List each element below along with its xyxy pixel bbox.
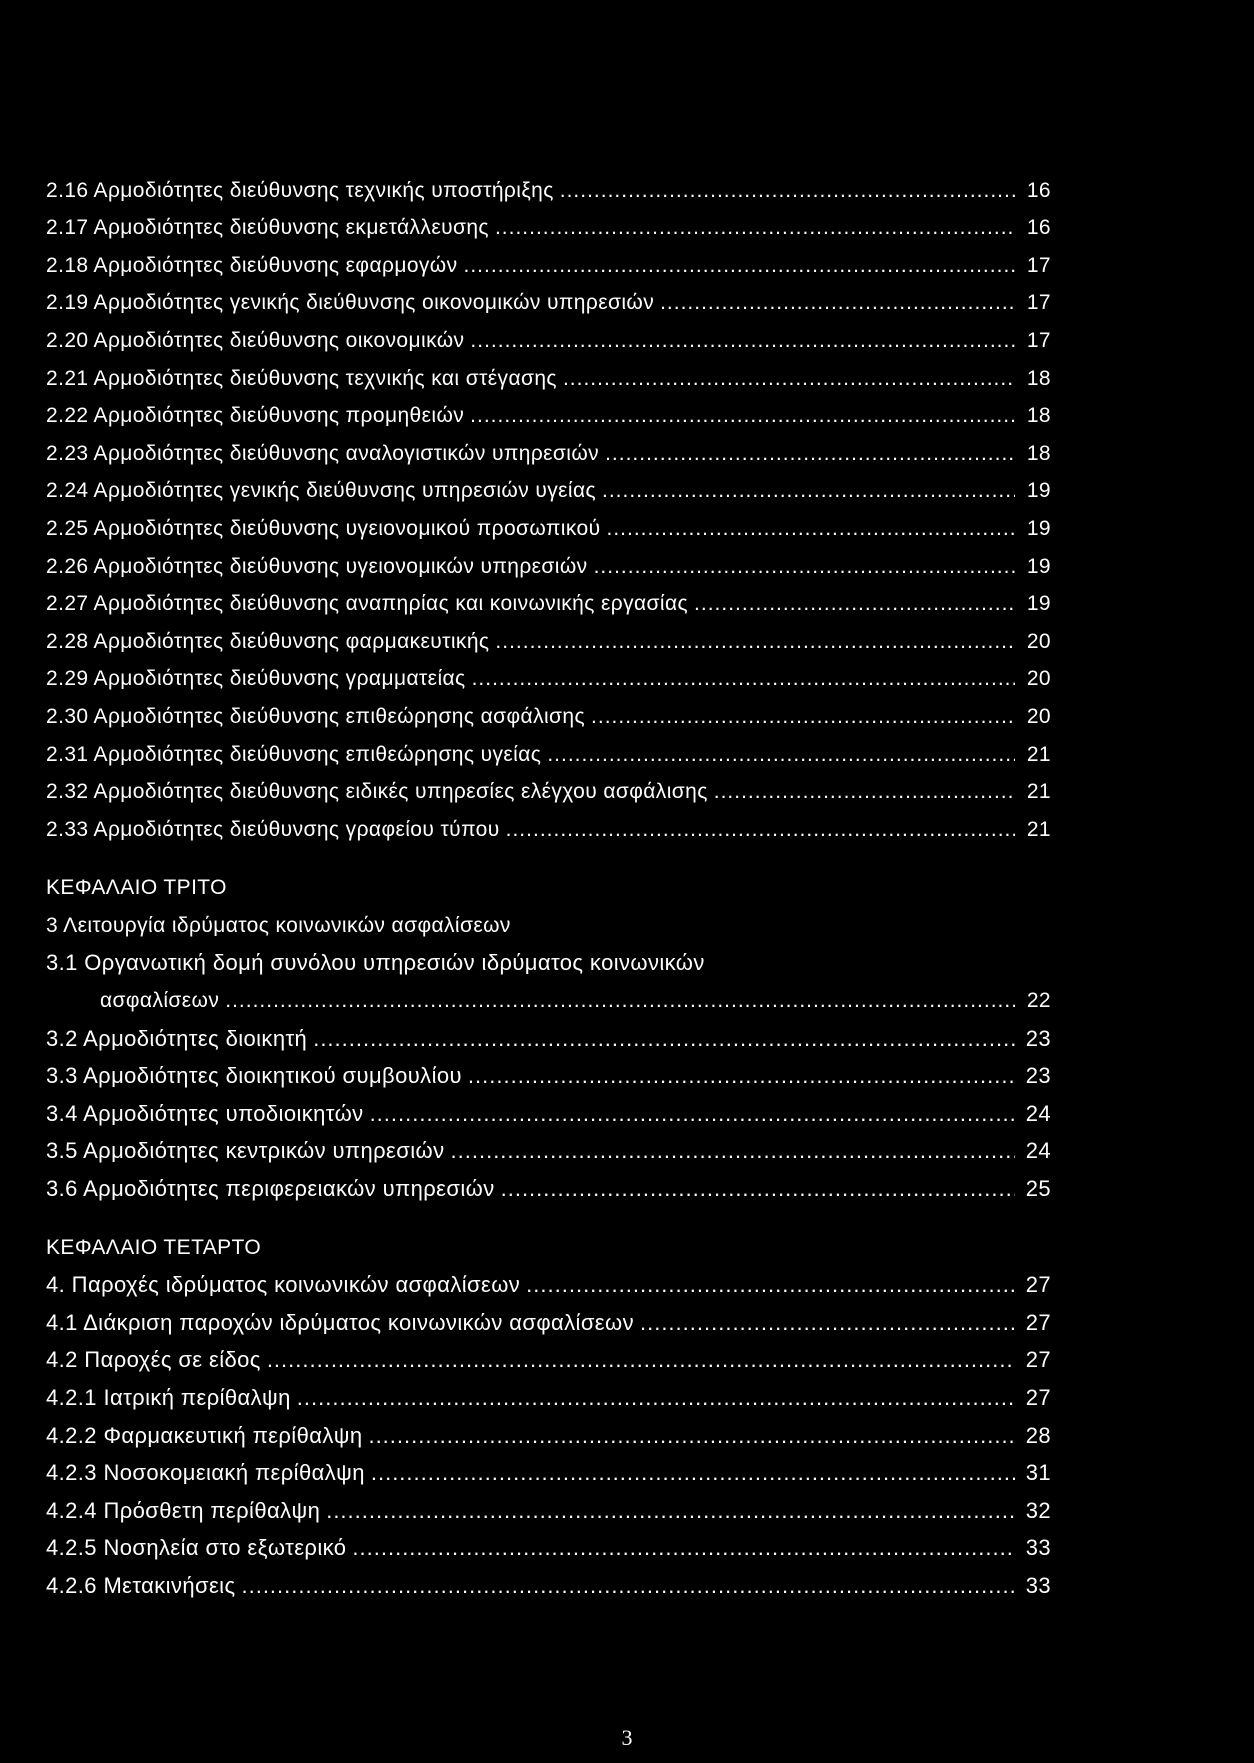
toc-entry-page: 23 [1025, 1063, 1051, 1089]
toc-entry-page: 20 [1026, 667, 1051, 691]
toc-entry-page: 16 [1026, 178, 1051, 202]
dot-leader [594, 555, 1015, 579]
dot-leader [241, 1574, 1015, 1598]
toc-entry-title: 4.2 Παροχές σε είδος [46, 1347, 261, 1373]
dot-leader [694, 592, 1015, 616]
toc-entry-title: 2.31 Αρμοδιότητες διεύθυνσης επιθεώρησης υγείας [46, 742, 542, 766]
toc-entry-title: 4.2.2 Φαρμακευτική περίθαλψη [46, 1422, 363, 1448]
toc-entry[interactable] [46, 240, 1051, 278]
toc-entry[interactable] [46, 1372, 1051, 1410]
toc-entry[interactable] [46, 691, 1051, 729]
dot-leader [370, 1102, 1015, 1126]
toc-entry-title: 2.28 Αρμοδιότητες διεύθυνσης φαρμακευτικής [46, 629, 490, 653]
toc-entry-page: 18 [1026, 441, 1051, 465]
toc-entry-page: 19 [1026, 592, 1051, 616]
toc-entry-title: 2.32 Αρμοδιότητες διεύθυνσης ειδικές υπηρεσίες ελέγχου ασφάλισης [46, 780, 708, 804]
toc-entry-page: 21 [1026, 817, 1051, 841]
toc-entry-page: 27 [1025, 1347, 1051, 1373]
dot-leader [506, 818, 1015, 842]
table-of-contents [46, 165, 1051, 1598]
dot-leader [464, 254, 1015, 278]
toc-entry-page: 24 [1025, 1138, 1051, 1164]
toc-entry-title: 4.2.5 Νοσηλεία στο εξωτερικό [46, 1535, 347, 1561]
toc-entry-title: 2.16 Αρμοδιότητες διεύθυνσης τεχνικής υποστήριξης [46, 178, 554, 202]
toc-entry[interactable] [46, 1260, 1051, 1298]
dot-leader [495, 216, 1015, 240]
toc-entry[interactable] [46, 1297, 1051, 1335]
toc-entry-title: 2.19 Αρμοδιότητες γενικής διεύθυνσης οικονομικών υπηρεσιών [46, 291, 655, 315]
toc-entry[interactable] [46, 503, 1051, 541]
toc-entry-page: 33 [1025, 1572, 1051, 1598]
toc-entry-title: 4. Παροχές ιδρύματος κοινωνικών ασφαλίσεων [46, 1272, 521, 1298]
toc-entry[interactable] [46, 1523, 1051, 1561]
dot-leader [602, 479, 1015, 503]
dot-leader [526, 1273, 1015, 1297]
toc-entry[interactable] [46, 1560, 1051, 1598]
toc-entry[interactable] [46, 428, 1051, 466]
toc-entry[interactable] [46, 1051, 1051, 1089]
toc-entry-page: 32 [1025, 1497, 1051, 1523]
toc-entry-title: 2.30 Αρμοδιότητες διεύθυνσης επιθεώρησης ασφάλισης [46, 704, 586, 728]
toc-entry-title: 4.2.1 Ιατρική περίθαλψη [46, 1385, 291, 1410]
toc-entry-title: 4.1 Διάκριση παροχών ιδρύματος κοινωνικών ασφαλίσεων [46, 1309, 634, 1335]
toc-entry[interactable] [46, 767, 1051, 805]
toc-entry-page: 28 [1025, 1422, 1051, 1448]
toc-entry-page: 27 [1025, 1385, 1051, 1410]
toc-entry[interactable] [46, 1410, 1051, 1448]
toc-entry-page: 27 [1025, 1309, 1051, 1335]
toc-entry[interactable] [46, 1088, 1051, 1126]
toc-entry-title: 2.29 Αρμοδιότητες διεύθυνσης γραμματείας [46, 667, 466, 691]
dot-leader [313, 1027, 1015, 1051]
dot-leader [470, 404, 1015, 428]
toc-entry-page: 19 [1026, 479, 1051, 503]
toc-entry-title: ασφαλίσεων [100, 989, 220, 1013]
dot-leader [563, 367, 1015, 391]
dot-leader [470, 329, 1015, 353]
toc-entry[interactable] [46, 804, 1051, 842]
toc-entry-title: 2.33 Αρμοδιότητες διεύθυνσης γραφείου τύπου [46, 817, 500, 841]
toc-entry-page: 24 [1025, 1100, 1051, 1126]
toc-entry-title: 2.23 Αρμοδιότητες διεύθυνσης αναλογιστικών υπηρεσιών [46, 441, 600, 465]
toc-entry-page: 31 [1025, 1460, 1051, 1486]
toc-section-chapter-2 [46, 165, 1051, 842]
dot-leader [297, 1386, 1015, 1410]
toc-entry[interactable] [46, 466, 1051, 504]
toc-entry[interactable] [46, 315, 1051, 353]
toc-entry[interactable] [46, 1163, 1051, 1201]
toc-entry-page: 27 [1025, 1272, 1051, 1298]
toc-entry[interactable] [46, 541, 1051, 579]
toc-entry-page: 20 [1026, 704, 1051, 728]
toc-entry[interactable] [46, 729, 1051, 767]
toc-entry-title: 4.2.4 Πρόσθετη περίθαλψη [46, 1497, 321, 1523]
toc-entry[interactable] [46, 654, 1051, 692]
dot-leader [225, 989, 1015, 1013]
toc-entry[interactable] [46, 165, 1051, 203]
toc-section-chapter-4 [46, 1260, 1051, 1598]
toc-entry-page: 25 [1025, 1176, 1051, 1202]
toc-entry-page: 19 [1026, 516, 1051, 540]
toc-entry-title: 3.3 Αρμοδιότητες διοικητικού συμβουλίου [46, 1063, 462, 1089]
toc-entry-title: 3.6 Αρμοδιότητες περιφερειακών υπηρεσιών [46, 1176, 495, 1202]
toc-entry-title: 3.2 Αρμοδιότητες διοικητή [46, 1025, 308, 1051]
toc-entry[interactable] [46, 616, 1051, 654]
dot-leader [472, 667, 1015, 691]
dot-leader [591, 705, 1015, 729]
dot-leader [371, 1461, 1015, 1485]
dot-leader [660, 291, 1015, 315]
toc-entry[interactable] [46, 579, 1051, 617]
toc-entry-page: 16 [1026, 216, 1051, 240]
dot-leader [640, 1311, 1015, 1335]
dot-leader [495, 630, 1015, 654]
toc-entry-title: 2.22 Αρμοδιότητες διεύθυνσης προμηθειών [46, 404, 465, 428]
toc-entry-page: 18 [1026, 404, 1051, 428]
toc-entry-page: 33 [1025, 1535, 1051, 1561]
toc-entry-title: 4.2.6 Μετακινήσεις [46, 1572, 236, 1598]
toc-entry-page: 17 [1026, 328, 1051, 352]
toc-entry[interactable] [46, 1335, 1051, 1373]
dot-leader [451, 1139, 1015, 1163]
toc-section-chapter-3 [46, 1013, 1051, 1201]
toc-entry-title: 3.5 Αρμοδιότητες κεντρικών υπηρεσιών [46, 1138, 445, 1164]
toc-entry-page: 22 [1026, 989, 1051, 1013]
toc-entry[interactable] [46, 1013, 1051, 1051]
toc-entry-title: 3.1 Οργανωτική δομή συνόλου υπηρεσιών ιδρύματος κοινωνικών [46, 950, 705, 976]
toc-entry[interactable] [46, 975, 1051, 1013]
dot-leader [501, 1177, 1015, 1201]
toc-entry-title: 2.18 Αρμοδιότητες διεύθυνσης εφαρμογών [46, 253, 458, 277]
dot-leader [606, 517, 1015, 541]
toc-entry[interactable] [46, 203, 1051, 241]
dot-leader [267, 1348, 1015, 1372]
toc-entry[interactable] [46, 278, 1051, 316]
toc-entry-title: 2.20 Αρμοδιότητες διεύθυνσης οικονομικών [46, 328, 465, 352]
dot-leader [605, 442, 1015, 466]
toc-entry[interactable] [46, 1126, 1051, 1164]
toc-entry[interactable] [46, 391, 1051, 429]
toc-entry-page: 19 [1026, 554, 1051, 578]
chapter-4-heading: ΚΕΦΑΛΑΙΟ ΤΕΤΑΡΤΟ [46, 1235, 262, 1259]
toc-entry-title: 2.26 Αρμοδιότητες διεύθυνσης υγειονομικών υπηρεσιών [46, 554, 588, 578]
chapter-3-subheading: 3 Λειτουργία ιδρύματος κοινωνικών ασφαλίσεων [46, 913, 511, 937]
toc-entry-title: 4.2.3 Νοσοκομειακή περίθαλψη [46, 1460, 365, 1486]
dot-leader [547, 743, 1015, 767]
toc-entry-title: 2.24 Αρμοδιότητες γενικής διεύθυνσης υπηρεσιών υγείας [46, 479, 597, 503]
dot-leader [714, 780, 1015, 804]
toc-entry-page: 17 [1026, 253, 1051, 277]
toc-entry[interactable] [46, 938, 1051, 976]
chapter-3-heading: ΚΕΦΑΛΑΙΟ ΤΡΙΤΟ [46, 876, 227, 900]
toc-entry-page: 18 [1026, 366, 1051, 390]
dot-leader [560, 179, 1015, 203]
toc-entry-page: 21 [1026, 780, 1051, 804]
dot-leader [368, 1424, 1015, 1448]
dot-leader [326, 1499, 1015, 1523]
toc-entry-page: 21 [1026, 742, 1051, 766]
toc-entry-title: 2.21 Αρμοδιότητες διεύθυνσης τεχνικής και στέγασης [46, 366, 557, 390]
page-number: 3 [621, 1725, 633, 1750]
toc-entry-page: 17 [1026, 291, 1051, 315]
toc-entry[interactable] [46, 1485, 1051, 1523]
toc-entry[interactable] [46, 1448, 1051, 1486]
dot-leader [352, 1536, 1015, 1560]
toc-entry-title: 2.27 Αρμοδιότητες διεύθυνσης αναπηρίας και κοινωνικής εργασίας [46, 592, 689, 616]
toc-entry-title: 2.17 Αρμοδιότητες διεύθυνσης εκμετάλλευσης [46, 216, 489, 240]
dot-leader [468, 1064, 1015, 1088]
toc-entry-page: 23 [1025, 1025, 1051, 1051]
toc-entry[interactable] [46, 353, 1051, 391]
toc-entry-title: 3.4 Αρμοδιότητες υποδιοικητών [46, 1100, 364, 1126]
toc-entry-title: 2.25 Αρμοδιότητες διεύθυνσης υγειονομικού προσωπικού [46, 516, 601, 540]
toc-entry-page: 20 [1026, 629, 1051, 653]
